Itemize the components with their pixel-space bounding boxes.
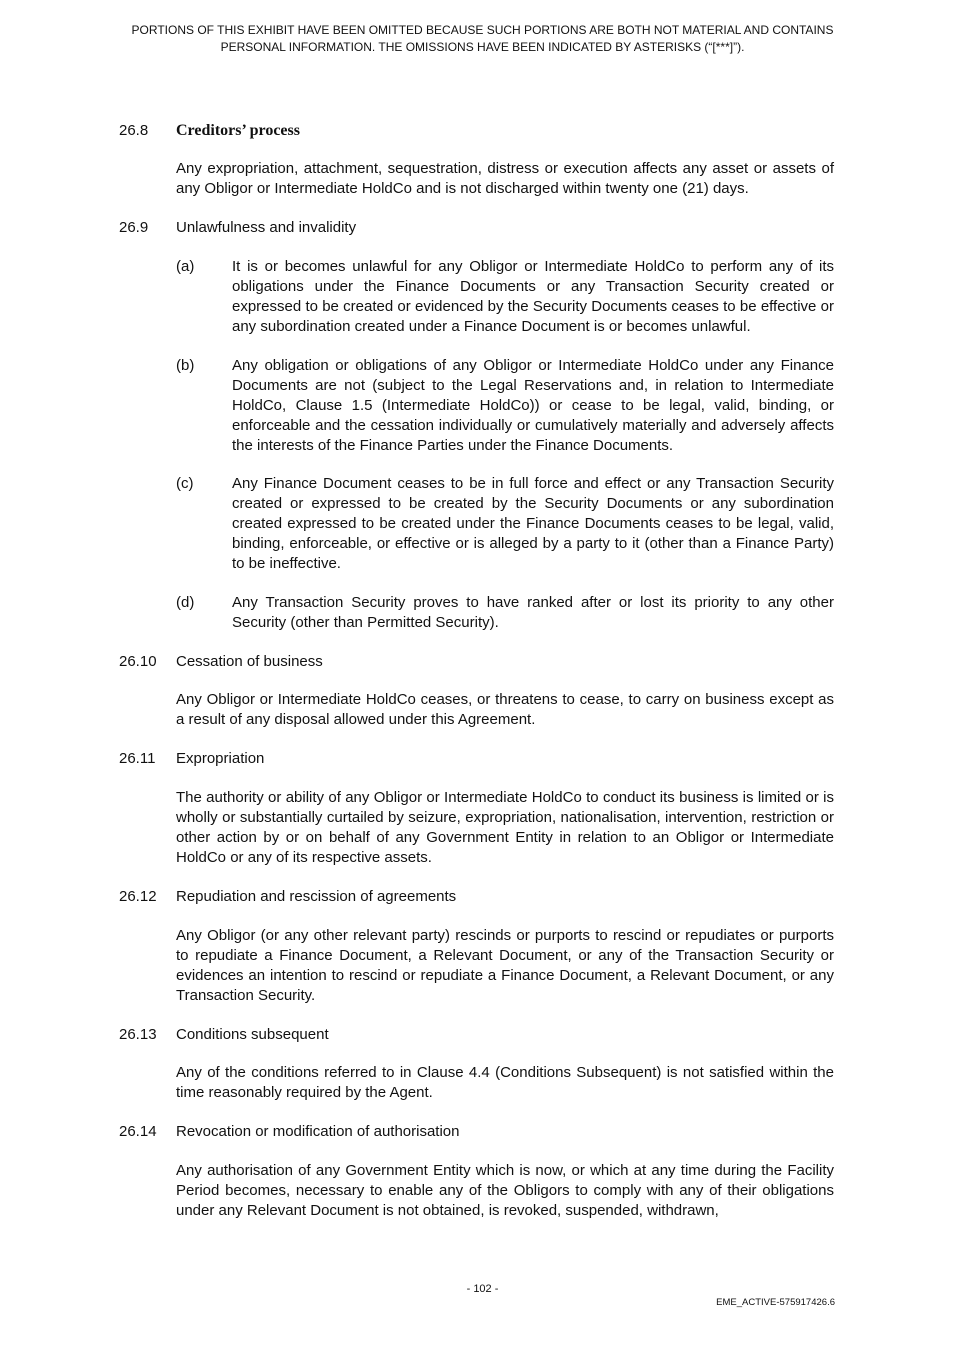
item-label: (b) xyxy=(176,357,195,374)
section-title: Cessation of business xyxy=(176,653,323,670)
section-title: Expropriation xyxy=(176,750,265,767)
item-text: It is or becomes unlawful for any Obligor or Intermediate HoldCo to perform any of its obligations under the Finance Documents or any Transaction Security created or expressed to be created or evidenced by the Security Documents ceases to be effective or any subordination created under a Finance Document is or becomes unlawful. xyxy=(232,258,834,335)
page-number: - 102 - xyxy=(466,1283,499,1295)
section-body: Any Obligor (or any other relevant party) rescinds or purports to rescind or repudiates or purports to repudiate a Finance Document, a Relevant Document, or any of the Transaction Security or evidences an intention to rescind or repudiate a Finance Document, a Relevant Document, or any Transaction Security. xyxy=(176,927,834,1004)
item-text: Any obligation or obligations of any Obligor or Intermediate HoldCo under any Finance Documents are not (subject to the Legal Reservations and, in relation to Intermediate HoldCo, Clause 1.5 (Intermediate HoldCo)) or cease to be legal, valid, binding, or enforceable and the cessation individually or cumulatively materially and adversely affects the interests of the Finance Parties under the Finance Documents. xyxy=(232,357,834,454)
section-number: 26.10 xyxy=(119,653,157,670)
section-body: Any Obligor or Intermediate HoldCo ceases, or threatens to cease, to carry on business except as a result of any disposal allowed under this Agreement. xyxy=(176,691,834,728)
document-reference: EME_ACTIVE-575917426.6 xyxy=(716,1297,835,1308)
item-label: (a) xyxy=(176,258,195,275)
section-title: Conditions subsequent xyxy=(176,1026,329,1043)
section-title: Unlawfulness and invalidity xyxy=(176,219,357,236)
section-number: 26.12 xyxy=(119,888,157,905)
item-text: Any Finance Document ceases to be in full force and effect or any Transaction Security created or expressed to be created by the Security Documents or any subordination created expressed to be created under the Finance Documents ceases to be legal, valid, binding, enforceable, or effective or is alleged by a party to it (other than a Finance Party) to be ineffective. xyxy=(232,475,834,572)
section-number: 26.11 xyxy=(119,750,156,767)
exhibit-header-notice: PORTIONS OF THIS EXHIBIT HAVE BEEN OMITTED BECAUSE SUCH PORTIONS ARE BOTH NOT MATERIAL AND CONTAINS PERSONAL INFORMATION. THE OMISSIONS HAVE BEEN INDICATED BY ASTERISKS (“[***]”). xyxy=(131,23,834,54)
section-body: Any expropriation, attachment, sequestration, distress or execution affects any asset or assets of any Obligor or Intermediate HoldCo and is not discharged within twenty one (21) days. xyxy=(176,160,834,197)
section-body: Any authorisation of any Government Entity which is now, or which at any time during the Facility Period becomes, necessary to enable any of the Obligors to comply with any of their obligations under any Relevant Document is not obtained, is revoked, suspended, withdrawn, xyxy=(176,1162,834,1219)
item-label: (c) xyxy=(176,475,194,492)
section-title: Creditors’ process xyxy=(176,122,300,139)
section-number: 26.13 xyxy=(119,1026,157,1043)
section-title: Revocation or modification of authorisation xyxy=(176,1123,460,1140)
section-number: 26.8 xyxy=(119,122,149,139)
section-body: The authority or ability of any Obligor or Intermediate HoldCo to conduct its business is limited or is wholly or substantially curtailed by seizure, expropriation, nationalisation, intervention, restriction or other action by or on behalf of any Government Entity in relation to an Obligor or Intermediate HoldCo or any of its respective assets. xyxy=(176,789,834,866)
item-text: Any Transaction Security proves to have ranked after or lost its priority to any other Security (other than Permitted Security). xyxy=(232,594,834,631)
item-label: (d) xyxy=(176,594,195,611)
section-title: Repudiation and rescission of agreements xyxy=(176,888,457,905)
section-number: 26.14 xyxy=(119,1123,157,1140)
section-body: Any of the conditions referred to in Clause 4.4 (Conditions Subsequent) is not satisfied within the time reasonably required by the Agent. xyxy=(176,1064,834,1101)
section-number: 26.9 xyxy=(119,219,149,236)
